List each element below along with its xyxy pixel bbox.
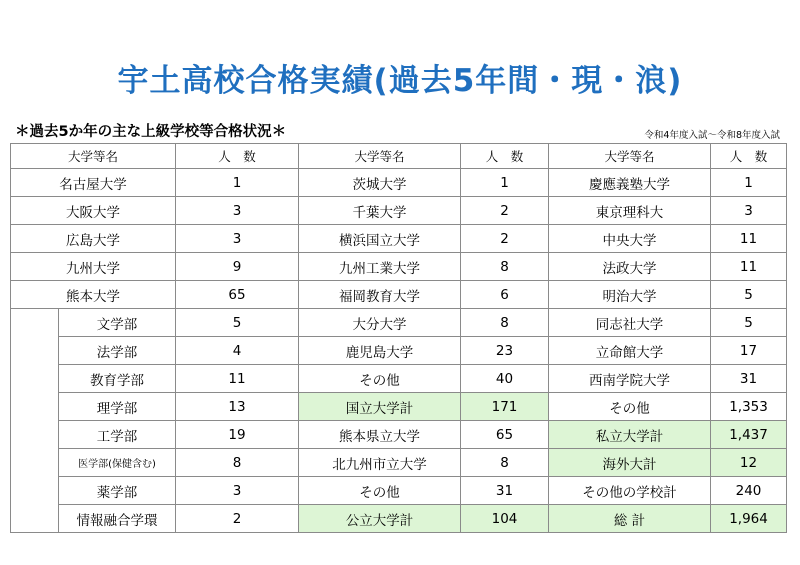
university-name: その他の学校計: [549, 477, 711, 505]
count-cell: 3: [176, 225, 299, 253]
faculty-indent: [11, 309, 59, 533]
table-header-row: [11, 144, 787, 169]
count-cell: 65: [176, 281, 299, 309]
table-subtitle: ＊過去5か年の主な上級学校等合格状況＊: [15, 124, 287, 140]
faculty-name: 工学部: [59, 421, 176, 449]
count-cell: 17: [711, 337, 787, 365]
table-row: [11, 505, 787, 533]
public-total-count: 104: [461, 505, 549, 533]
faculty-name: 薬学部: [59, 477, 176, 505]
university-name: その他: [299, 477, 461, 505]
header-count-1: 人 数: [176, 144, 299, 169]
count-cell: 5: [711, 281, 787, 309]
count-cell: 19: [176, 421, 299, 449]
count-cell: 8: [461, 253, 549, 281]
count-cell: 5: [711, 309, 787, 337]
count-cell: 9: [176, 253, 299, 281]
university-name: 九州大学: [11, 253, 176, 281]
count-cell: 31: [461, 477, 549, 505]
table-row: [11, 197, 787, 225]
university-name: 大阪大学: [11, 197, 176, 225]
table-row: [11, 225, 787, 253]
table-row: [11, 169, 787, 197]
overseas-total-count: 12: [711, 449, 787, 477]
count-cell: 8: [461, 309, 549, 337]
grand-total-label: 総 計: [549, 505, 711, 533]
university-name: 東京理科大: [549, 197, 711, 225]
national-total-label: 国立大学計: [299, 393, 461, 421]
count-cell: 1,353: [711, 393, 787, 421]
count-cell: 2: [461, 225, 549, 253]
count-cell: 3: [176, 477, 299, 505]
count-cell: 3: [711, 197, 787, 225]
results-table: [10, 143, 787, 533]
grand-total-count: 1,964: [711, 505, 787, 533]
university-name: 九州工業大学: [299, 253, 461, 281]
university-name: 北九州市立大学: [299, 449, 461, 477]
table-row: [11, 281, 787, 309]
university-name: 福岡教育大学: [299, 281, 461, 309]
faculty-name: 法学部: [59, 337, 176, 365]
count-cell: 5: [176, 309, 299, 337]
header-university-3: 大学等名: [549, 144, 711, 169]
university-name: 中央大学: [549, 225, 711, 253]
period-label: 令和4年度入試～令和8年度入試: [644, 130, 780, 141]
university-name: 横浜国立大学: [299, 225, 461, 253]
count-cell: 8: [176, 449, 299, 477]
header-university-2: 大学等名: [299, 144, 461, 169]
count-cell: 3: [176, 197, 299, 225]
public-total-label: 公立大学計: [299, 505, 461, 533]
count-cell: 2: [176, 505, 299, 533]
university-name: 広島大学: [11, 225, 176, 253]
faculty-name: 情報融合学環: [59, 505, 176, 533]
header-count-3: 人 数: [711, 144, 787, 169]
count-cell: 1: [711, 169, 787, 197]
faculty-name: 理学部: [59, 393, 176, 421]
faculty-name: 文学部: [59, 309, 176, 337]
table-row: [11, 449, 787, 477]
count-cell: 11: [711, 225, 787, 253]
table-row: [11, 421, 787, 449]
page-title: 宇土高校合格実績(過去5年間・現・浪): [117, 63, 683, 99]
count-cell: 31: [711, 365, 787, 393]
faculty-name: 教育学部: [59, 365, 176, 393]
count-cell: 11: [711, 253, 787, 281]
count-cell: 65: [461, 421, 549, 449]
count-cell: 6: [461, 281, 549, 309]
table-row: [11, 393, 787, 421]
count-cell: 2: [461, 197, 549, 225]
university-name: 鹿児島大学: [299, 337, 461, 365]
university-name: 名古屋大学: [11, 169, 176, 197]
count-cell: 11: [176, 365, 299, 393]
university-name: 西南学院大学: [549, 365, 711, 393]
university-name: その他: [549, 393, 711, 421]
count-cell: 1: [461, 169, 549, 197]
faculty-name: 医学部(保健含む): [59, 449, 176, 477]
header-count-2: 人 数: [461, 144, 549, 169]
table-row: [11, 365, 787, 393]
university-name: 茨城大学: [299, 169, 461, 197]
university-name: 法政大学: [549, 253, 711, 281]
count-cell: 240: [711, 477, 787, 505]
university-name: 熊本大学: [11, 281, 176, 309]
university-name: 立命館大学: [549, 337, 711, 365]
private-total-label: 私立大学計: [549, 421, 711, 449]
count-cell: 1: [176, 169, 299, 197]
table-row: [11, 337, 787, 365]
count-cell: 23: [461, 337, 549, 365]
university-name: 同志社大学: [549, 309, 711, 337]
header-university-1: 大学等名: [11, 144, 176, 169]
table-row: [11, 309, 787, 337]
university-name: 明治大学: [549, 281, 711, 309]
university-name: 千葉大学: [299, 197, 461, 225]
count-cell: 4: [176, 337, 299, 365]
university-name: 慶應義塾大学: [549, 169, 711, 197]
private-total-count: 1,437: [711, 421, 787, 449]
overseas-total-label: 海外大計: [549, 449, 711, 477]
table-row: [11, 253, 787, 281]
university-name: 大分大学: [299, 309, 461, 337]
count-cell: 13: [176, 393, 299, 421]
university-name: 熊本県立大学: [299, 421, 461, 449]
national-total-count: 171: [461, 393, 549, 421]
count-cell: 8: [461, 449, 549, 477]
count-cell: 40: [461, 365, 549, 393]
university-name: その他: [299, 365, 461, 393]
table-row: [11, 477, 787, 505]
